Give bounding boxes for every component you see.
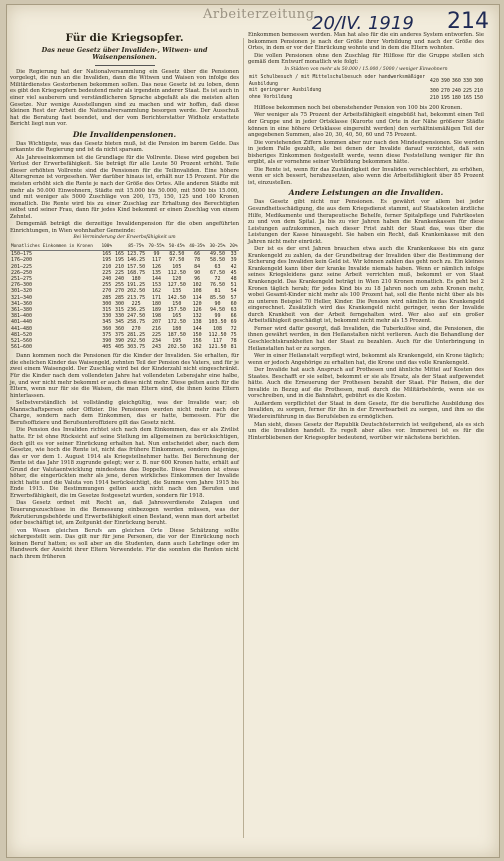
article-subtitle: Das neue Gesetz über Invaliden-, Witwen- und Waisenpensionen. [41, 46, 208, 62]
table-cell: 281.25 [127, 331, 146, 338]
table-row [248, 75, 484, 88]
table-cell: 247.50 [127, 313, 146, 320]
table-cell: 142.50 [167, 294, 186, 301]
table-cell: 236.25 [127, 306, 146, 313]
table-cell: 66 [230, 313, 237, 320]
table-header-cell: 30-25% [207, 244, 229, 251]
table-cell: 168.75 [127, 269, 146, 276]
table-cell: 49.50 [209, 251, 226, 258]
table-cell: 225 [102, 269, 112, 276]
table-cell: 405 [114, 344, 124, 351]
table-cell: 210 [102, 263, 112, 270]
paragraph: Außerdem verpflichtet der Staat in dem Gesetz, für die berufliche Ausbildung des Invaliden, zu sorgen, ferner für ihn in der Erwerbsarbeit zu sorgen, und ihm so die Wiedereinführung in das Berufsleben zu ermöglichen. [248, 400, 484, 420]
table-header-cell: Monatliches Einkommen in Kronen [10, 244, 100, 251]
table-header-cell: 100% [101, 243, 113, 249]
pension-group-label: In Städten von mehr als 50.000 / 15.000 / 5000 / weniger Einwohnern [284, 66, 448, 72]
paragraph: Das Wichtigste, was das Gesetz bieten muß, ist die Pension im barem Gelde. Das erkannte die Regierung und ist da nicht sparsam. [10, 140, 239, 154]
table-cell: 258.75 [127, 319, 146, 326]
table-cell: 390 [114, 337, 124, 344]
table-cell: 165 [462, 94, 472, 101]
table-cell: 360 [451, 78, 461, 85]
table-cell: 150—175 [11, 251, 33, 258]
paragraph: Das Gesetz ordnet mit Recht an, daß Jahresverdienste Zulagen und Teuerungszuschüsse in die Bemessung einbezogen werden müssen, was der Rekrutierungsbehörde und Erwerbsfähigkeit einen Bestand, wenn man dort arbeitet oder beschäftigt ist, am Zeitpunkt der Einrückung beruht. [10, 500, 239, 527]
table-cell: 180 [451, 94, 461, 101]
table-cell: 75 [230, 331, 237, 338]
table-row [248, 95, 484, 101]
table-cell: 51 [230, 282, 237, 289]
paragraph: Dann kommen noch die Pensionen für die Kinder der Invaliden. Sie erhalten, für die ehelichen Kinder das Waisengeld, zehnten Teil der Pension des Vaters, und für je zwei einem Waisengeld. Der Zuschlag wird bei der Kinderzahl nicht eingeschränkt. Für die Kinder nach dem vollendeten Jahre hat vollendeten Lebensjahr eine halbe, je, und wer nicht mehr bekommt er auch diese nicht mehr. Diese gelten auch für die Eltern, wenn nur für sie die Waisen, die man Eltern sind, die ihnen keine Eltern hinterlassen. [10, 353, 239, 399]
row-label: mit geringerer Ausbildung [249, 88, 322, 94]
paragraph: Das Gesetz gibt nicht nur Pensionen. Es gewährt vor allem bei jeder Gesundheitsschädigung, die aus dem Kriegsdienst stammt, auf Staatskosten ärztliche Hilfe, Medikamente und therapeutische Behelfe, ferner Spitalpflege und Fahrtkosten zu und von dem Spital. Ja bis zu vier Jahren haben die Krankenkassen für diese Leistungen aufzukommen, nach dieser Frist zahlt der Staat das, was über die Leistungen der Kasse hinausgeht. Sie haben ein Recht, daß Krankenkasse mit den Jahren nicht mehr einrückt. [248, 199, 484, 245]
table-cell: 189 [151, 306, 161, 313]
table-cell: 176—200 [11, 257, 33, 264]
table-cell: 390 [440, 78, 450, 85]
table-cell: 153 [151, 282, 161, 289]
table-cell: 157.50 [167, 306, 186, 313]
table-cell: 202.50 [167, 344, 186, 351]
table-cell: 255 [114, 282, 124, 289]
table-cell: 300 [114, 300, 124, 307]
table-cell: 94.50 [209, 306, 226, 313]
table-cell: 300 [102, 300, 112, 307]
table-cell: 521—560 [11, 337, 33, 344]
table-cell: 127.50 [167, 282, 186, 289]
table-cell: 361—380 [11, 306, 33, 313]
table-header-cell: 40-35% [189, 243, 206, 249]
table-cell: 150 [473, 94, 483, 101]
highlighted-text: von Wesen gleichen Berufs am gleichen Orte [17, 527, 163, 534]
table-header-cell: 50-45% [166, 244, 188, 251]
table-cell: 103.50 [208, 319, 227, 326]
table-cell: 330 [462, 78, 472, 85]
column-rule [243, 38, 244, 838]
table-cell: 405 [102, 344, 112, 351]
table-cell: 301—320 [11, 288, 33, 295]
table-cell: 240 [102, 275, 112, 282]
table-cell: 187.50 [167, 331, 186, 338]
table-cell: 180 [151, 300, 161, 307]
right-column [248, 32, 484, 442]
table-cell: 195 [114, 257, 124, 264]
table-cell: 270 [102, 288, 112, 295]
table-cell: 213.75 [127, 294, 146, 301]
table-cell: 234 [151, 337, 161, 344]
pension-table-label: Bei Verminderung der Erwerbsfähigkeit um [73, 235, 176, 241]
table-cell: 321—340 [11, 294, 33, 301]
paragraph: Man sieht, dieses Gesetz der Republik Deutschösterreich ist weitgehend, als es sich um die Invaliden handelt. Es regelt aber alles vor. Immerwei ist es für die Hinterbliebenen der Kriegsopfer bedeutend, worüber wir nächstens berichten. [248, 421, 484, 441]
table-cell: 54 [230, 288, 237, 295]
table-cell: 345 [114, 319, 124, 326]
table-cell: 90 [214, 300, 221, 307]
table-cell: 195 [172, 337, 182, 344]
table-cell: 375 [114, 331, 124, 338]
table-cell: 58.50 [209, 257, 226, 264]
pension-table [10, 244, 239, 350]
table-cell: 202.50 [127, 288, 146, 295]
table-cell: 72 [214, 275, 221, 282]
table-cell: 270 [440, 88, 450, 95]
table-cell: 345 [102, 319, 112, 326]
table-cell: 226—250 [11, 269, 33, 276]
table-cell: 146.25 [127, 257, 146, 264]
table-cell: 195 [440, 94, 450, 101]
table-cell: 112.50 [167, 269, 186, 276]
table-cell: 201—225 [11, 263, 33, 270]
table-cell: 150 [192, 331, 202, 338]
table-cell: 171 [151, 294, 161, 301]
table-cell: 180 [172, 325, 182, 332]
table-cell: 216 [151, 325, 161, 332]
table-cell: 84 [194, 263, 201, 270]
table-cell: 123.75 [127, 251, 146, 258]
paragraph: Die Regierung hat der Nationalversammlung ein Gesetz über die Pensionen vorgelegt, die nun an die Invaliden, dann die Witwen und Waisen von infolge des Militärdienstes Gestorbenen bekommen sollen. Das neue Gesetz ist zu loben, denn es gibt den Kriegsopfern bedeutend mehr als irgendein anderer Staat. Es ist auch in einer viel sauberern und verständlicheren Sprache abgefaßt als die meisten alten Gesetze. Nur wenige Ausstellungen sind zu machen und wir hoffen, daß diese kleinen Rest der Arbeit die Nationalversammlung besorgen werde. Der Ausschuß hat die Beratung fast beendet, und der vom Berichterstatter Widholz erstattete Bericht liegt nun vor. [10, 68, 239, 128]
table-cell: 441—480 [11, 325, 33, 332]
paragraph: Ferner wird dafür gesorgt, daß Invaliden, die Tuberkulöse sind, die Pensionen, die ihnen gewährt werden, in den Heilanstalten nicht verlieren. Auch die Behandlung der Geschlechtskrankheiten hat der Staat zu bezahlen. Auch für die Unterbringung in Heilanstalten hat er zu sorgen. [248, 325, 484, 352]
table-cell: 112.50 [208, 331, 227, 338]
table-cell: 57 [230, 294, 237, 301]
table-cell: 117 [151, 257, 161, 264]
paragraph: Die Pension des Invaliden richtet sich nach dem Einkommen, das er als Zivilist hatte. Er ist ohne Rücksicht auf seine Stellung im allgemeinen zu berücksichtigen, doch gilt es vor seiner Einrückung erhalten hat. Nun entscheidet aber, nach dem Gesetze, wie hoch die Rente ist, nicht das frühere Einkommen, sondern dasjenige, das er vor dem 1. August 1914 als Kriegsteilnehmer hatte. Bei Berechnung der Rente ist das Jahr 1918 zugrunde gelegt; wer z. B. nur 600 Kronen hatte, erhält auf Grund der Valutaentwicklung mindestens das Doppelte. Diese Pension ist etwas höher, die eingerückten mehr als jene, deren wirkliches Einkommen der Invalide nicht hatte und die Valuta von 1914 berücksichtigt, die Summe vom Jahre 1915 bis Ende 1915. Die Bestimmungen gelten auch nicht nach den Berufen und Erwerbsfähigkeit, die im Gesetze festgesetzt wurden, sondern für 1918. [10, 427, 239, 499]
table-header-cell: 70-55% [148, 243, 165, 249]
divider [95, 65, 155, 66]
table-cell: 315 [114, 306, 124, 313]
table-cell: 162 [192, 344, 202, 351]
table-cell: 67.50 [209, 269, 226, 276]
table-header-cell: 20% [229, 243, 238, 249]
table-row [10, 251, 239, 258]
table-cell: 156 [192, 337, 202, 344]
paragraph: Als Jahreseinkommen ist die Grundlage für die Vollrente. Diese wird gegeben bei Verlust der Erwerbsfähigkeit. Sie beträgt für alle Leute 50 Prozent erhöht. Teile dieser erhöhten Vollrente sind die Pensionen für die Teilinvaliden. Eine höhere Altersgrenze ist vorgesehen. Wer darüber hinaus ist, erhält nur 15 Prozent. Für die meisten erhöht sich die Rente je nach der Größe des Ortes. Alle anderen Städte mit mehr als 50.000 Einwohnern, Städte mit 15.000 bis 50.000, mit 5000 bis 15.000, und mit weniger als 5000 Zuschläge von 200, 175, 150, 125 und 100 Kronen monatlich. Die Rente wird bis zu einer Zuschlag zur Erhaltung des Berechtigten selbst und seiner Frau, dann für jedes Kind bekommt er einen Zuschlag von einem Zehntel. [10, 154, 239, 220]
paragraph: Wer in einer Heilanstalt verpflegt wird, bekommt als Krankengeld, ein Krone täglich; wenn er jedoch Angehörige zu erhalten hat, die Krone und das volle Krankengeld. [248, 353, 484, 366]
table-cell: 210 [114, 263, 124, 270]
table-cell: 401—440 [11, 319, 33, 326]
table-cell: 126 [192, 306, 202, 313]
table-cell: 180 [131, 275, 141, 282]
table-cell: 45 [230, 269, 237, 276]
table-cell: 76.50 [209, 282, 226, 289]
paragraph: Der ist es der erst Jahren brauchen etwa auch die Krankenkasse bis ein ganz Krankengeld zu zahlen, da der Grundbeitrag der Invaliden über die Bestimmung der Sicherung des Invaliden kein Geld ist. Wir können zahlen das geht noch zu. Ein kleines Krankengeld kann über der kranke Invalide niemals haben. Wenn er nämlich infolge seines Kriegsleidens ganz seine Arbeit verrichten muß, bekommt er von Staat Krankengeld. Das Krankengeld beträgt in Wien 210 Kronen monatlich. Es geht bei 2 Kronen täglich herab; für jedes Kind bis zu 18 Jahren noch um zehn Kronen mehr, wobei Gesamt-Kinder nicht mehr als 100 Prozent hat, soll die Rente nicht über als bis zu unteren Beispiel 70 Heller, Kinder. Die Pension wird nämlich in das Krankengeld eingerechnet. Zusätzlich wird das Krankengeld nicht geringer, wenn der Invalide durch Krankheit von der Arbeit ferngehalten wird. Wer also auf ein großer Arbeitsfähigkeit geschädigt ist, bekommt nicht mehr als 15 Prozent. [248, 246, 484, 325]
handwritten-number: 214 [447, 9, 489, 34]
table-cell: 135 [151, 269, 161, 276]
table-cell: 63 [230, 306, 237, 313]
row-label: ohne Vorbildung [249, 94, 293, 100]
table-cell: 81 [214, 288, 221, 295]
paragraph: Einkommen bemessen werden. Man hat also für die ein anderes System entworfen. Sie bekommen Pensionen je nach der Größe ihrer Vorbildung und nach der Größe des Ortes, in dem er vor der Einrückung wohnte und in dem die Eltern wohnten. [248, 32, 484, 52]
table-cell: 243 [151, 344, 161, 351]
table-cell: 63 [214, 263, 221, 270]
paragraph: Die Rente ist, wenn für das Zuständigkeit der Invaliden verschlechtert, zu erhöhen, wenn er sich bessert, herabzusetzen, also wenn die Arbeitsfähigkeit über 85 Prozent ist, einzustellen. [248, 166, 484, 186]
table-cell: 150 [172, 300, 182, 307]
table-cell: 33 [230, 251, 237, 258]
section-heading: Andere Leistungen an die Invaliden. [288, 188, 444, 198]
table-cell: 117 [212, 337, 223, 344]
table-cell: 285 [102, 294, 112, 301]
table-cell: 114 [192, 294, 202, 301]
paragraph-text: Diese Schätzung sollte sichergestellt sein. Das gilt nur für jene Personen, die vor der Einrückung noch keinen Beruf hatten; es soll aber an die Studenten, dann auch Lehrlinge oder im Handwerk der Ansicht ihrer Eltern Verwendete. Für die sonnten die Renten nicht nach ihrem früheren [10, 527, 239, 560]
table-cell: 375 [102, 331, 112, 338]
table-row [10, 344, 239, 350]
table-cell: 165 [114, 251, 124, 258]
table-cell: 172.50 [167, 319, 186, 326]
table-header-row [10, 244, 239, 251]
table-cell: 39 [230, 257, 237, 264]
table-cell: 270 [131, 325, 141, 332]
table-cell: 225 [462, 88, 472, 95]
table-cell: 191.25 [127, 282, 146, 289]
left-column [10, 32, 239, 561]
table-cell: 144 [192, 325, 202, 332]
table-cell: 330 [102, 313, 112, 320]
table-cell: 97.50 [169, 257, 185, 264]
table-cell: 341—360 [11, 300, 33, 307]
table-cell: 48 [230, 275, 237, 282]
table-cell: 99 [153, 251, 160, 258]
table-cell: 126 [151, 263, 161, 270]
table-cell: 360 [114, 325, 124, 332]
paragraph: Hilflose bekommen noch bei obenstehender Pension von 100 bis 200 Kronen. [254, 104, 463, 111]
table-cell: 255 [102, 282, 112, 289]
table-cell: 72 [230, 325, 237, 332]
table-cell: 90 [194, 269, 201, 276]
table-cell: 108 [192, 288, 202, 295]
table-cell: 99 [214, 313, 221, 320]
table-cell: 381—400 [11, 313, 33, 320]
table-cell: 165 [102, 251, 112, 258]
table-cell: 78 [194, 257, 201, 264]
table-cell: 198 [151, 313, 161, 320]
table-cell: 210 [429, 94, 439, 101]
table-cell: 162 [151, 288, 161, 295]
table-cell: 420 [429, 78, 439, 85]
table-cell: 207 [151, 319, 161, 326]
table-cell: 240 [451, 88, 461, 95]
table-cell: 132 [192, 313, 202, 320]
paragraph: Selbstverständlich ist vollständig gleichgültig, was der Invalide war; ob Mannschaftsperson oder Offizier. Die Pensionen werden nicht mehr nach der Charge, sondern nach dem Einkommen, das er hatte, bemessen. Für die Berufsoffiziere und Berufsunteroffiziere gilt das Gesetz nicht. [10, 400, 239, 426]
table-cell: 315 [102, 306, 112, 313]
table-header-cell: 85-75% [125, 244, 147, 251]
masthead: Arbeiterzeitung [203, 7, 315, 22]
paragraph [10, 528, 239, 561]
table-cell: 102 [192, 282, 202, 289]
table-cell: 120 [192, 300, 202, 307]
table-cell: 240 [114, 275, 124, 282]
table-cell: 225 [151, 331, 161, 338]
table-cell: 330 [114, 313, 124, 320]
table-cell: 251—275 [11, 275, 33, 282]
table-cell: 225 [131, 300, 141, 307]
row-label: mit Schulbesuch / mit Mittelschulbesuch oder handwerksmäßiger Ausbildung [249, 75, 426, 87]
table-cell: 120 [172, 275, 182, 282]
table-header-cell [114, 244, 126, 251]
table-cell: 138 [192, 319, 202, 326]
article-title: Für die Kriegsopfer. [65, 32, 184, 44]
paragraph: Die vollen Pensionen ohne den Zuschlag für Hilflose für die Gruppe stellen sich gemäß dem Entwurf monatlich wie folgt: [248, 52, 484, 66]
table-cell: 66 [194, 251, 201, 258]
table-cell: 82.50 [169, 251, 185, 258]
table-cell: 165 [172, 313, 182, 320]
table-cell: 105 [172, 263, 182, 270]
table-cell: 85.50 [209, 294, 226, 301]
paragraph: Der Invalide hat auch Anspruch auf Prothesen und ähnliche Mittel auf Kosten des Staates. Beschafft er sie selbst, bekommt er sie als Ersatz, als der Staat aufgewendet hätte. Auch die Erneuerung der Prothesen bezahlt der Staat. Für Reisen, die der Invalide in Bezug auf die Prothesen, muß durch die Militärbehörde, wenn sie es vorschreiben, und in die Bahnfahrt, gebührt es die Kosten. [248, 367, 484, 400]
table-cell: 157.50 [127, 263, 146, 270]
table-cell: 276—300 [11, 282, 33, 289]
table-cell: 60 [230, 300, 237, 307]
table-cell: 195 [102, 257, 112, 264]
table-cell: 210 [473, 88, 483, 95]
table-cell: 42 [230, 263, 237, 270]
paragraph: Die vorstehenden Ziffern kommen aber nur nach den Mindestpensionen. Sie werden in jedem Falle gezahlt, alle bei denen der Invalide darauf verzichtet, daß sein bisheriges Einkommen festgestellt werde, wenn diese Feststellung weniger für ihn ergibt, als er vornehme seiner Vorbildung bekommen hätte. [248, 139, 484, 166]
handwritten-date: 20/IV. 1919 [312, 13, 414, 34]
table-cell: 96 [194, 275, 201, 282]
paragraph: Wer weniger als 75 Prozent der Arbeitsfähigkeit eingebüßt hat, bekommt einen Teil der Gruppe und in jeder Ortsklasse (Kurorte und Orte in der Nähe größerer Städte können in eine höhere Ortsklasse eingereiht werden) den verhältnismäßigen Teil der angegebenen Summen, also 20, 30, 40, 50, 60 und 75 Prozent. [248, 112, 484, 139]
table-cell: 121.50 [208, 344, 227, 351]
table-cell: 270 [114, 288, 124, 295]
table-cell: 135 [172, 288, 182, 295]
table-cell: 300 [429, 88, 439, 95]
table-cell: 561—600 [11, 344, 33, 351]
table-cell: 481—520 [11, 331, 33, 338]
table-cell: 108 [212, 325, 223, 332]
table-cell: 69 [230, 319, 237, 326]
table-cell: 144 [151, 275, 161, 282]
pension-group-table [248, 75, 484, 101]
section-heading: Die Invalidenpensionen. [72, 129, 177, 139]
table-cell: 390 [102, 337, 112, 344]
table-cell: 292.50 [127, 337, 146, 344]
table-cell: 300 [473, 78, 483, 85]
table-cell: 360 [102, 325, 112, 332]
table-cell: 81 [230, 344, 237, 351]
table-cell: 225 [114, 269, 124, 276]
table-cell: 285 [114, 294, 124, 301]
table-cell: 303.75 [127, 344, 146, 351]
paragraph: Demgemäß beträgt die derzeitige Invalidenpension für die oben angeführten Einrichtungen, in Wien wohnhafter Gemeinde: [10, 221, 239, 234]
table-cell: 78 [230, 337, 237, 344]
